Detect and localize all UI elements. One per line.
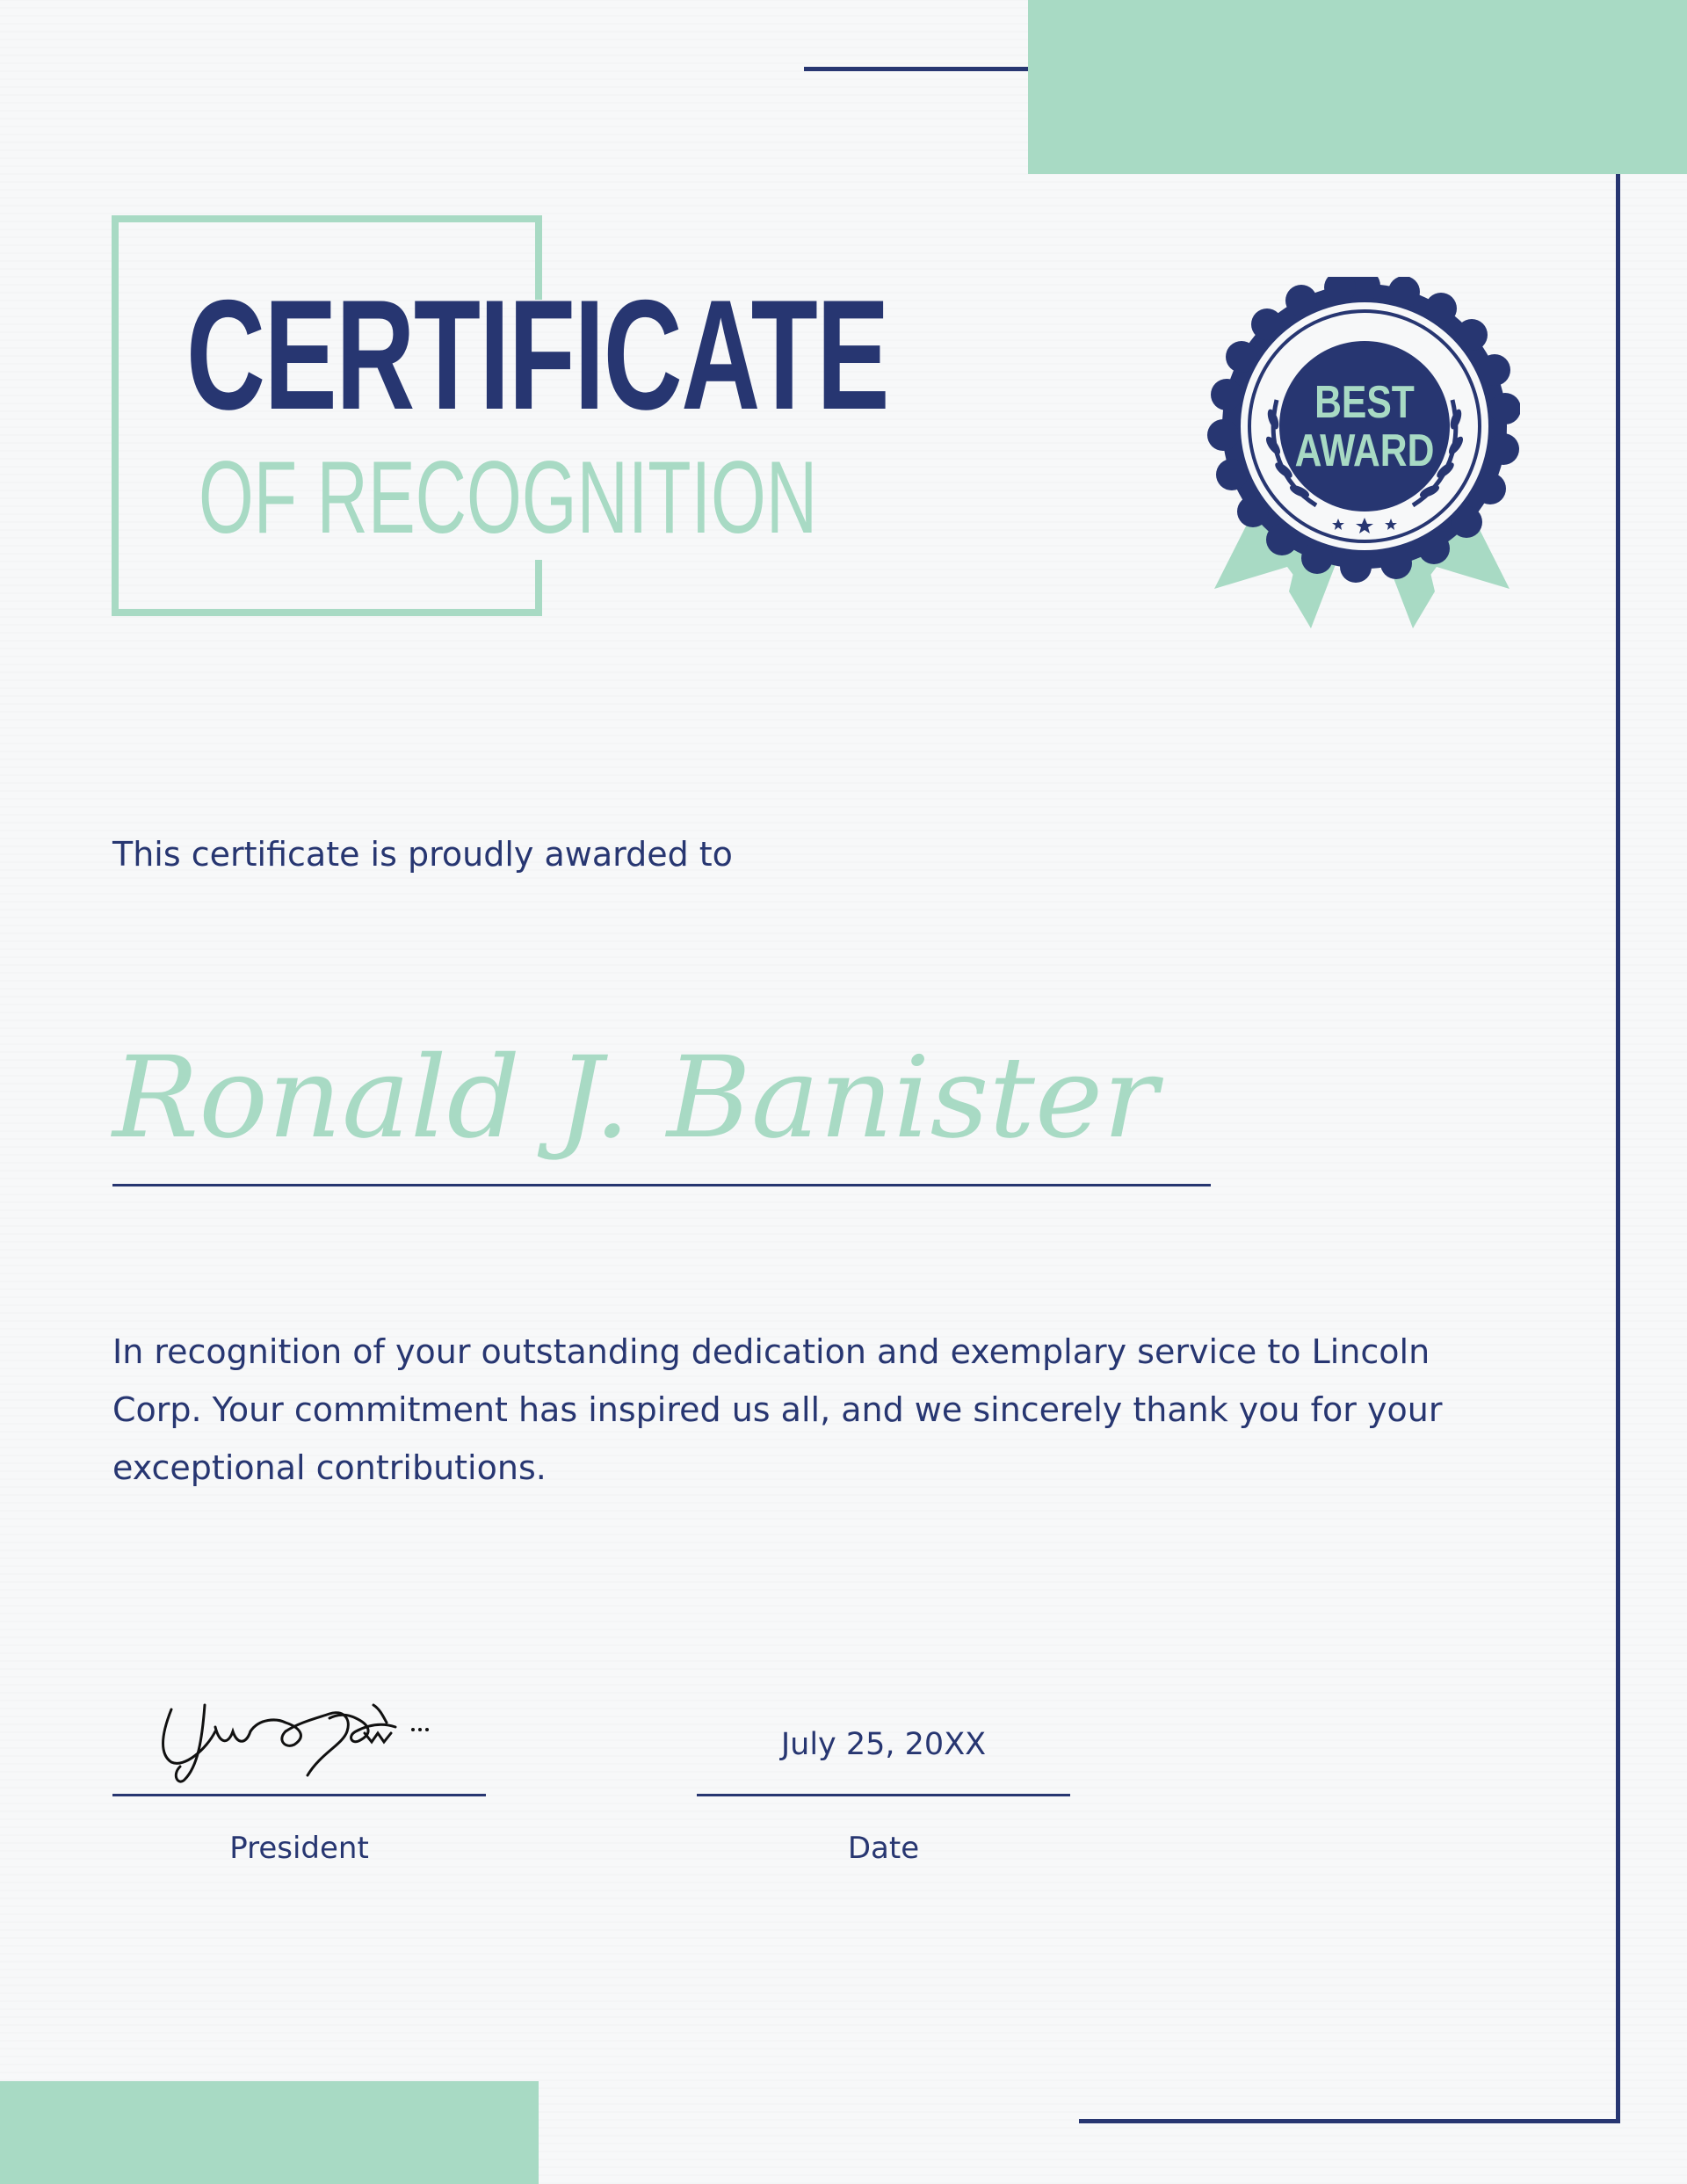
signature-label: President xyxy=(229,1831,369,1866)
top-right-accent-block xyxy=(1028,0,1687,174)
award-seal-icon xyxy=(1204,277,1520,646)
date-value: July 25, 20XX xyxy=(780,1727,987,1762)
bottom-border-line xyxy=(1079,2119,1620,2123)
date-label: Date xyxy=(847,1831,920,1866)
award-intro-text: This certificate is proudly awarded to xyxy=(112,835,733,874)
top-accent-line xyxy=(804,67,1028,71)
date-line xyxy=(697,1794,1070,1796)
signature-line xyxy=(112,1794,486,1796)
recognition-message: In recognition of your outstanding dedication and exemplary service to Lincoln Corp. Your commitment has inspired us all, and we sincerely thank you for your exceptional contributions. xyxy=(112,1332,1443,1487)
certificate-subtitle: OF RECOGNITION xyxy=(199,439,818,555)
badge-line-1: BEST xyxy=(1314,377,1415,429)
bottom-left-accent-block xyxy=(0,2081,539,2184)
recipient-underline xyxy=(112,1184,1211,1186)
recipient-name: Ronald J. Banister xyxy=(112,1033,1158,1164)
president-signature-image xyxy=(154,1670,444,1793)
certificate-title: CERTIFICATE xyxy=(186,267,889,442)
right-border-line xyxy=(1616,174,1620,2123)
badge-line-2: AWARD xyxy=(1294,425,1435,477)
